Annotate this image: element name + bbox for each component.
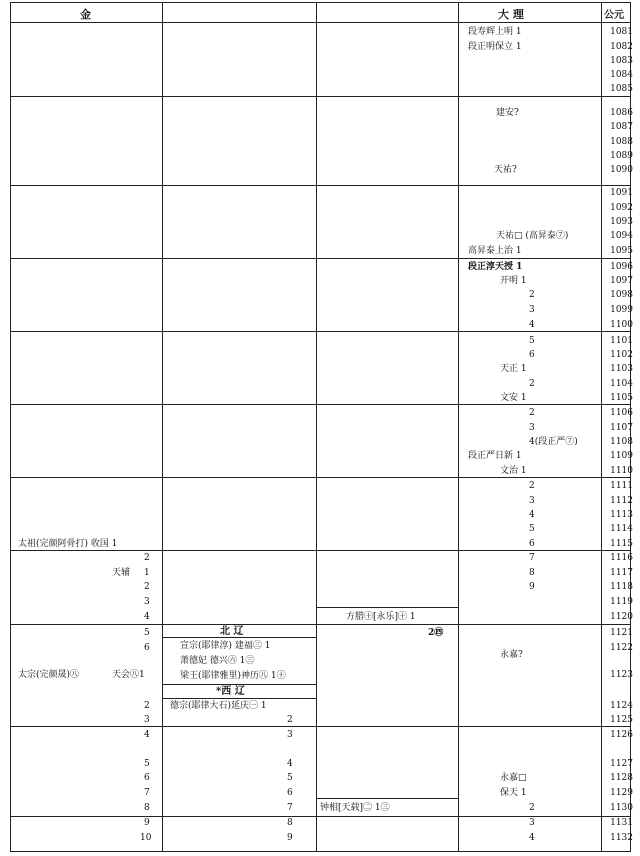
inner-rule xyxy=(316,607,458,608)
block-rule xyxy=(10,96,631,97)
block-rule xyxy=(10,477,631,478)
liao-entry: 3 xyxy=(287,730,293,740)
dali-entry: 6 xyxy=(529,350,535,360)
year-label: 1109 xyxy=(610,451,633,461)
year-label: 1090 xyxy=(610,165,633,175)
year-label: 1104 xyxy=(610,379,633,389)
liao-entry: 8 xyxy=(287,818,293,828)
header-rule xyxy=(10,22,631,23)
year-label: 1127 xyxy=(610,759,633,769)
year-label: 1106 xyxy=(610,408,633,418)
border-left xyxy=(10,2,11,852)
dali-entry: 建安? xyxy=(496,108,519,118)
column-rule xyxy=(316,2,317,852)
dali-entry: 段寿辉上明 1 xyxy=(468,27,522,37)
liao-entry: 7 xyxy=(287,803,293,813)
beiliao-heading: 北 辽 xyxy=(220,626,244,637)
dali-entry: 段正淳天授 1 xyxy=(468,262,523,272)
year-label: 1103 xyxy=(610,364,633,374)
jin-entry: 天会㊇1 xyxy=(112,670,145,680)
liao-entry: 萧德妃 德兴㊅ 1㊂ xyxy=(180,656,255,666)
dali-entry: 3 xyxy=(529,305,535,315)
liao-entry: 梁王(耶律雅里)神历㊇ 1㊉ xyxy=(180,671,286,681)
year-label: 1111 xyxy=(610,481,633,491)
jin-entry: 天辅 xyxy=(112,568,131,578)
block-rule xyxy=(10,624,631,625)
dali-entry: 2 xyxy=(529,290,535,300)
jin-entry: 5 xyxy=(144,628,150,638)
rebel-entry: 钟相[天载]㊁ 1㊂ xyxy=(320,803,390,813)
jin-entry: 太祖(完颜阿骨打) 收国 1 xyxy=(18,539,118,549)
year-label: 1088 xyxy=(610,137,633,147)
year-label: 1129 xyxy=(610,788,633,798)
inner-rule xyxy=(163,637,316,638)
year-label: 1115 xyxy=(610,539,633,549)
header-dali: 大 理 xyxy=(498,8,524,21)
block-rule xyxy=(10,185,631,186)
dali-entry: 文安 1 xyxy=(500,393,527,403)
jin-entry: 太宗(完颜晟)㊇ xyxy=(18,670,80,680)
year-label: 1084 xyxy=(610,70,633,80)
year-label: 1081 xyxy=(610,27,633,37)
block-rule xyxy=(10,550,631,551)
year-label: 1132 xyxy=(610,833,633,843)
year-label: 1096 xyxy=(610,262,633,272)
year-label: 1114 xyxy=(610,524,633,534)
inner-rule xyxy=(316,798,458,799)
dali-entry: 2 xyxy=(529,379,535,389)
year-label: 1093 xyxy=(610,217,633,227)
year-label: 1131 xyxy=(610,818,633,828)
liao-entry: 9 xyxy=(287,833,293,843)
jin-entry: 2 xyxy=(144,553,150,563)
header-gongyuan: 公元 xyxy=(604,10,624,21)
year-label: 1092 xyxy=(610,203,633,213)
dali-entry: 永嘉□ xyxy=(500,773,527,783)
year-label: 1094 xyxy=(610,231,633,241)
rebel-entry: 2㊃ xyxy=(428,628,444,638)
year-label: 1130 xyxy=(610,803,633,813)
dali-entry: 永嘉? xyxy=(500,650,523,660)
dali-entry: 天祐□ (高昇泰⑦) xyxy=(496,231,569,241)
jin-entry: 2 xyxy=(144,582,150,592)
dali-entry: 3 xyxy=(529,423,535,433)
year-label: 1118 xyxy=(610,582,633,592)
jin-entry: 6 xyxy=(144,643,150,653)
year-label: 1099 xyxy=(610,305,633,315)
year-label: 1125 xyxy=(610,715,633,725)
header-jin: 金 xyxy=(80,8,91,21)
dali-entry: 2 xyxy=(529,481,535,491)
year-label: 1107 xyxy=(610,423,633,433)
rebel-entry: 方腊㊉[永乐]㊉ 1 xyxy=(346,612,416,622)
liao-entry: 6 xyxy=(287,788,293,798)
year-label: 1126 xyxy=(610,730,633,740)
jin-entry: 3 xyxy=(144,597,150,607)
table-top-rule xyxy=(10,2,631,3)
year-label: 1116 xyxy=(610,553,633,563)
xiliao-heading: *西 辽 xyxy=(216,686,245,697)
dali-entry: 9 xyxy=(529,582,535,592)
liao-entry: 德宗(耶律大石)延庆㊀ 1 xyxy=(170,701,267,711)
dali-entry: 5 xyxy=(529,524,535,534)
jin-entry: 6 xyxy=(144,773,150,783)
year-label: 1122 xyxy=(610,643,633,653)
dali-entry: 4 xyxy=(529,510,535,520)
year-label: 1085 xyxy=(610,84,633,94)
jin-entry: 3 xyxy=(144,715,150,725)
jin-entry: 2 xyxy=(144,701,150,711)
dali-entry: 5 xyxy=(529,336,535,346)
year-label: 1097 xyxy=(610,276,633,286)
year-label: 1112 xyxy=(610,496,633,506)
jin-entry: 5 xyxy=(144,759,150,769)
year-label: 1083 xyxy=(610,56,633,66)
liao-entry: 宣宗(耶律淳) 建福㊂ 1 xyxy=(180,641,271,651)
dali-entry: 高昇泰上治 1 xyxy=(468,246,522,256)
year-label: 1086 xyxy=(610,108,633,118)
jin-entry: 7 xyxy=(144,788,150,798)
jin-entry: 4 xyxy=(144,612,150,622)
inner-rule xyxy=(163,684,316,685)
liao-entry: 2 xyxy=(287,715,293,725)
column-rule xyxy=(458,2,459,852)
block-rule xyxy=(10,331,631,332)
year-label: 1121 xyxy=(610,628,633,638)
dali-entry: 7 xyxy=(529,553,535,563)
year-label: 1082 xyxy=(610,42,633,52)
dali-entry: 8 xyxy=(529,568,535,578)
year-label: 1108 xyxy=(610,437,633,447)
jin-entry: 9 xyxy=(144,818,150,828)
year-label: 1120 xyxy=(610,612,633,622)
dali-entry: 2 xyxy=(529,803,535,813)
year-label: 1110 xyxy=(610,466,633,476)
inner-rule xyxy=(163,698,316,699)
jin-entry: 8 xyxy=(144,803,150,813)
year-label: 1128 xyxy=(610,773,633,783)
dali-entry: 6 xyxy=(529,539,535,549)
year-label: 1091 xyxy=(610,188,633,198)
dali-entry: 2 xyxy=(529,408,535,418)
dali-entry: 段正严日新 1 xyxy=(468,451,522,461)
dali-entry: 开明 1 xyxy=(500,276,527,286)
column-rule xyxy=(601,2,602,852)
block-rule xyxy=(10,404,631,405)
inner-rule xyxy=(316,816,458,817)
year-label: 1123 xyxy=(610,670,633,680)
jin-entry: 1 xyxy=(144,568,150,578)
year-label: 1124 xyxy=(610,701,633,711)
inner-rule xyxy=(459,258,601,259)
dali-entry: 4(段正严⑦) xyxy=(529,437,578,447)
block-rule xyxy=(10,726,631,727)
year-label: 1101 xyxy=(610,336,633,346)
liao-entry: 5 xyxy=(287,773,293,783)
year-label: 1102 xyxy=(610,350,633,360)
dali-entry: 天祐? xyxy=(494,165,517,175)
dali-entry: 段正明保立 1 xyxy=(468,42,522,52)
year-label: 1098 xyxy=(610,290,633,300)
dali-entry: 4 xyxy=(529,833,535,843)
dali-entry: 3 xyxy=(529,496,535,506)
year-label: 1119 xyxy=(610,597,633,607)
dali-entry: 3 xyxy=(529,818,535,828)
year-label: 1087 xyxy=(610,122,633,132)
year-label: 1100 xyxy=(610,320,633,330)
jin-entry: 10 xyxy=(140,833,152,843)
year-label: 1095 xyxy=(610,246,633,256)
dali-entry: 文治 1 xyxy=(500,466,527,476)
year-label: 1089 xyxy=(610,151,633,161)
year-label: 1113 xyxy=(610,510,633,520)
jin-entry: 4 xyxy=(144,730,150,740)
dali-entry: 天正 1 xyxy=(500,364,527,374)
table-bottom-rule xyxy=(10,851,631,852)
year-label: 1105 xyxy=(610,393,633,403)
dali-entry: 保天 1 xyxy=(500,788,527,798)
year-label: 1117 xyxy=(610,568,633,578)
column-rule xyxy=(162,2,163,852)
dali-entry: 4 xyxy=(529,320,535,330)
liao-entry: 4 xyxy=(287,759,293,769)
